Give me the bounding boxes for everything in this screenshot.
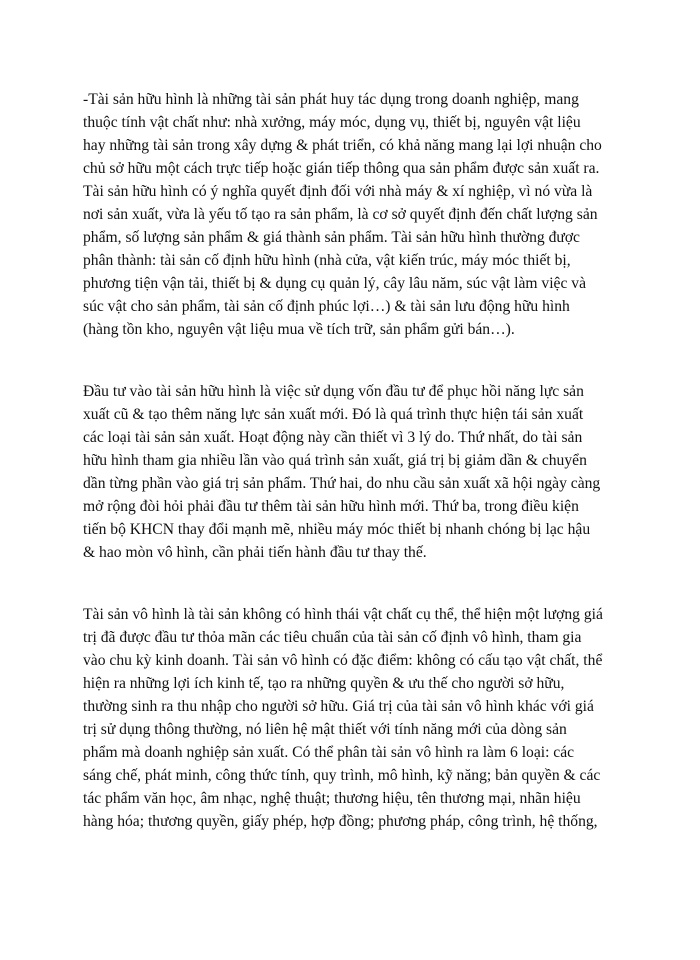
paragraph-tangible-investment xyxy=(83,380,643,564)
text-line: phẩm mà doanh nghiệp sản xuất. Có thể phân tài sản vô hình ra làm 6 loại: các xyxy=(83,744,575,761)
text-line: -Tài sản hữu hình là những tài sản phát huy tác dụng trong doanh nghiệp, mang xyxy=(83,91,579,108)
text-line: vào chu kỳ kinh doanh. Tài sản vô hình có đặc điểm: không có cấu tạo vật chất, thể xyxy=(83,652,603,669)
text-line: tác phẩm văn học, âm nhạc, nghệ thuật; thương hiệu, tên thương mại, nhãn hiệu xyxy=(83,790,581,807)
text-line: thường sinh ra thu nhập cho người sở hữu. Giá trị của tài sản vô hình khác với giá xyxy=(83,698,594,715)
text-line: nơi sản xuất, vừa là yếu tố tạo ra sản phẩm, là cơ sở quyết định đến chất lượng sản xyxy=(83,206,598,223)
text-line: hay những tài sản trong xây dựng & phát triển, có khả năng mang lại lợi nhuận cho xyxy=(83,137,602,154)
text-line: súc vật cho sản phẩm, tài sản cố định phúc lợi…) & tài sản lưu động hữu hình xyxy=(83,298,570,315)
text-line: phẩm, số lượng sản phẩm & giá thành sản phẩm. Tài sản hữu hình thường được xyxy=(83,229,580,246)
paragraph-intangible-assets xyxy=(83,603,643,833)
text-line: các loại tài sản sản xuất. Hoạt động này cần thiết vì 3 lý do. Thứ nhất, do tài sản xyxy=(83,429,583,446)
text-line: thuộc tính vật chất như: nhà xưởng, máy móc, dụng vụ, thiết bị, nguyên vật liệu xyxy=(83,114,581,131)
text-line: hữu hình tham gia nhiều lần vào quá trình sản xuất, giá trị bị giảm dần & chuyển xyxy=(83,452,587,469)
text-line: Đầu tư vào tài sản hữu hình là việc sử dụng vốn đầu tư để phục hồi năng lực sản xyxy=(83,383,584,400)
text-line: trị đã được đầu tư thỏa mãn các tiêu chuẩn của tài sản cố định vô hình, tham gia xyxy=(83,629,582,646)
text-line: mở rộng đòi hỏi phải đầu tư thêm tài sản hữu hình mới. Thứ ba, trong điều kiện xyxy=(83,498,579,515)
text-line: (hàng tồn kho, nguyên vật liệu mua về tích trữ, sản phẩm gửi bán…). xyxy=(83,321,515,338)
text-line: xuất cũ & tạo thêm năng lực sản xuất mới. Đó là quá trình thực hiện tái sản xuất xyxy=(83,406,584,423)
text-line: chủ sở hữu một cách trực tiếp hoặc gián tiếp thông qua sản phẩm được sản xuất ra. xyxy=(83,160,600,177)
text-line: tiến bộ KHCN thay đổi mạnh mẽ, nhiều máy móc thiết bị nhanh chóng bị lạc hậu xyxy=(83,521,591,538)
text-line: hiện ra những lợi ích kinh tế, tạo ra những quyền & ưu thế cho người sở hữu, xyxy=(83,675,565,692)
text-line: phân thành: tài sản cố định hữu hình (nhà cửa, vật kiến trúc, máy móc thiết bị, xyxy=(83,252,571,269)
text-line: Tài sản hữu hình có ý nghĩa quyết định đối với nhà máy & xí nghiệp, vì nó vừa là xyxy=(83,183,593,200)
paragraph-tangible-assets xyxy=(83,88,643,341)
text-line: dần từng phần vào giá trị sản phẩm. Thứ hai, do nhu cầu sản xuất xã hội ngày càng xyxy=(83,475,601,492)
text-line: phương tiện vận tải, thiết bị & dụng cụ quản lý, cây lâu năm, súc vật làm việc và xyxy=(83,275,587,292)
text-line: trị sử dụng thông thường, nó liên hệ mật thiết với tính năng mới của dòng sản xyxy=(83,721,567,738)
text-line: hàng hóa; thương quyền, giấy phép, hợp đồng; phương pháp, công trình, hệ thống, xyxy=(83,813,598,830)
text-line: & hao mòn vô hình, cần phải tiến hành đầu tư thay thế. xyxy=(83,544,427,561)
text-line: Tài sản vô hình là tài sản không có hình thái vật chất cụ thể, thể hiện một lượng giá xyxy=(83,606,603,623)
text-line: sáng chế, phát minh, công thức tính, quy trình, mô hình, kỹ năng; bản quyền & các xyxy=(83,767,601,784)
